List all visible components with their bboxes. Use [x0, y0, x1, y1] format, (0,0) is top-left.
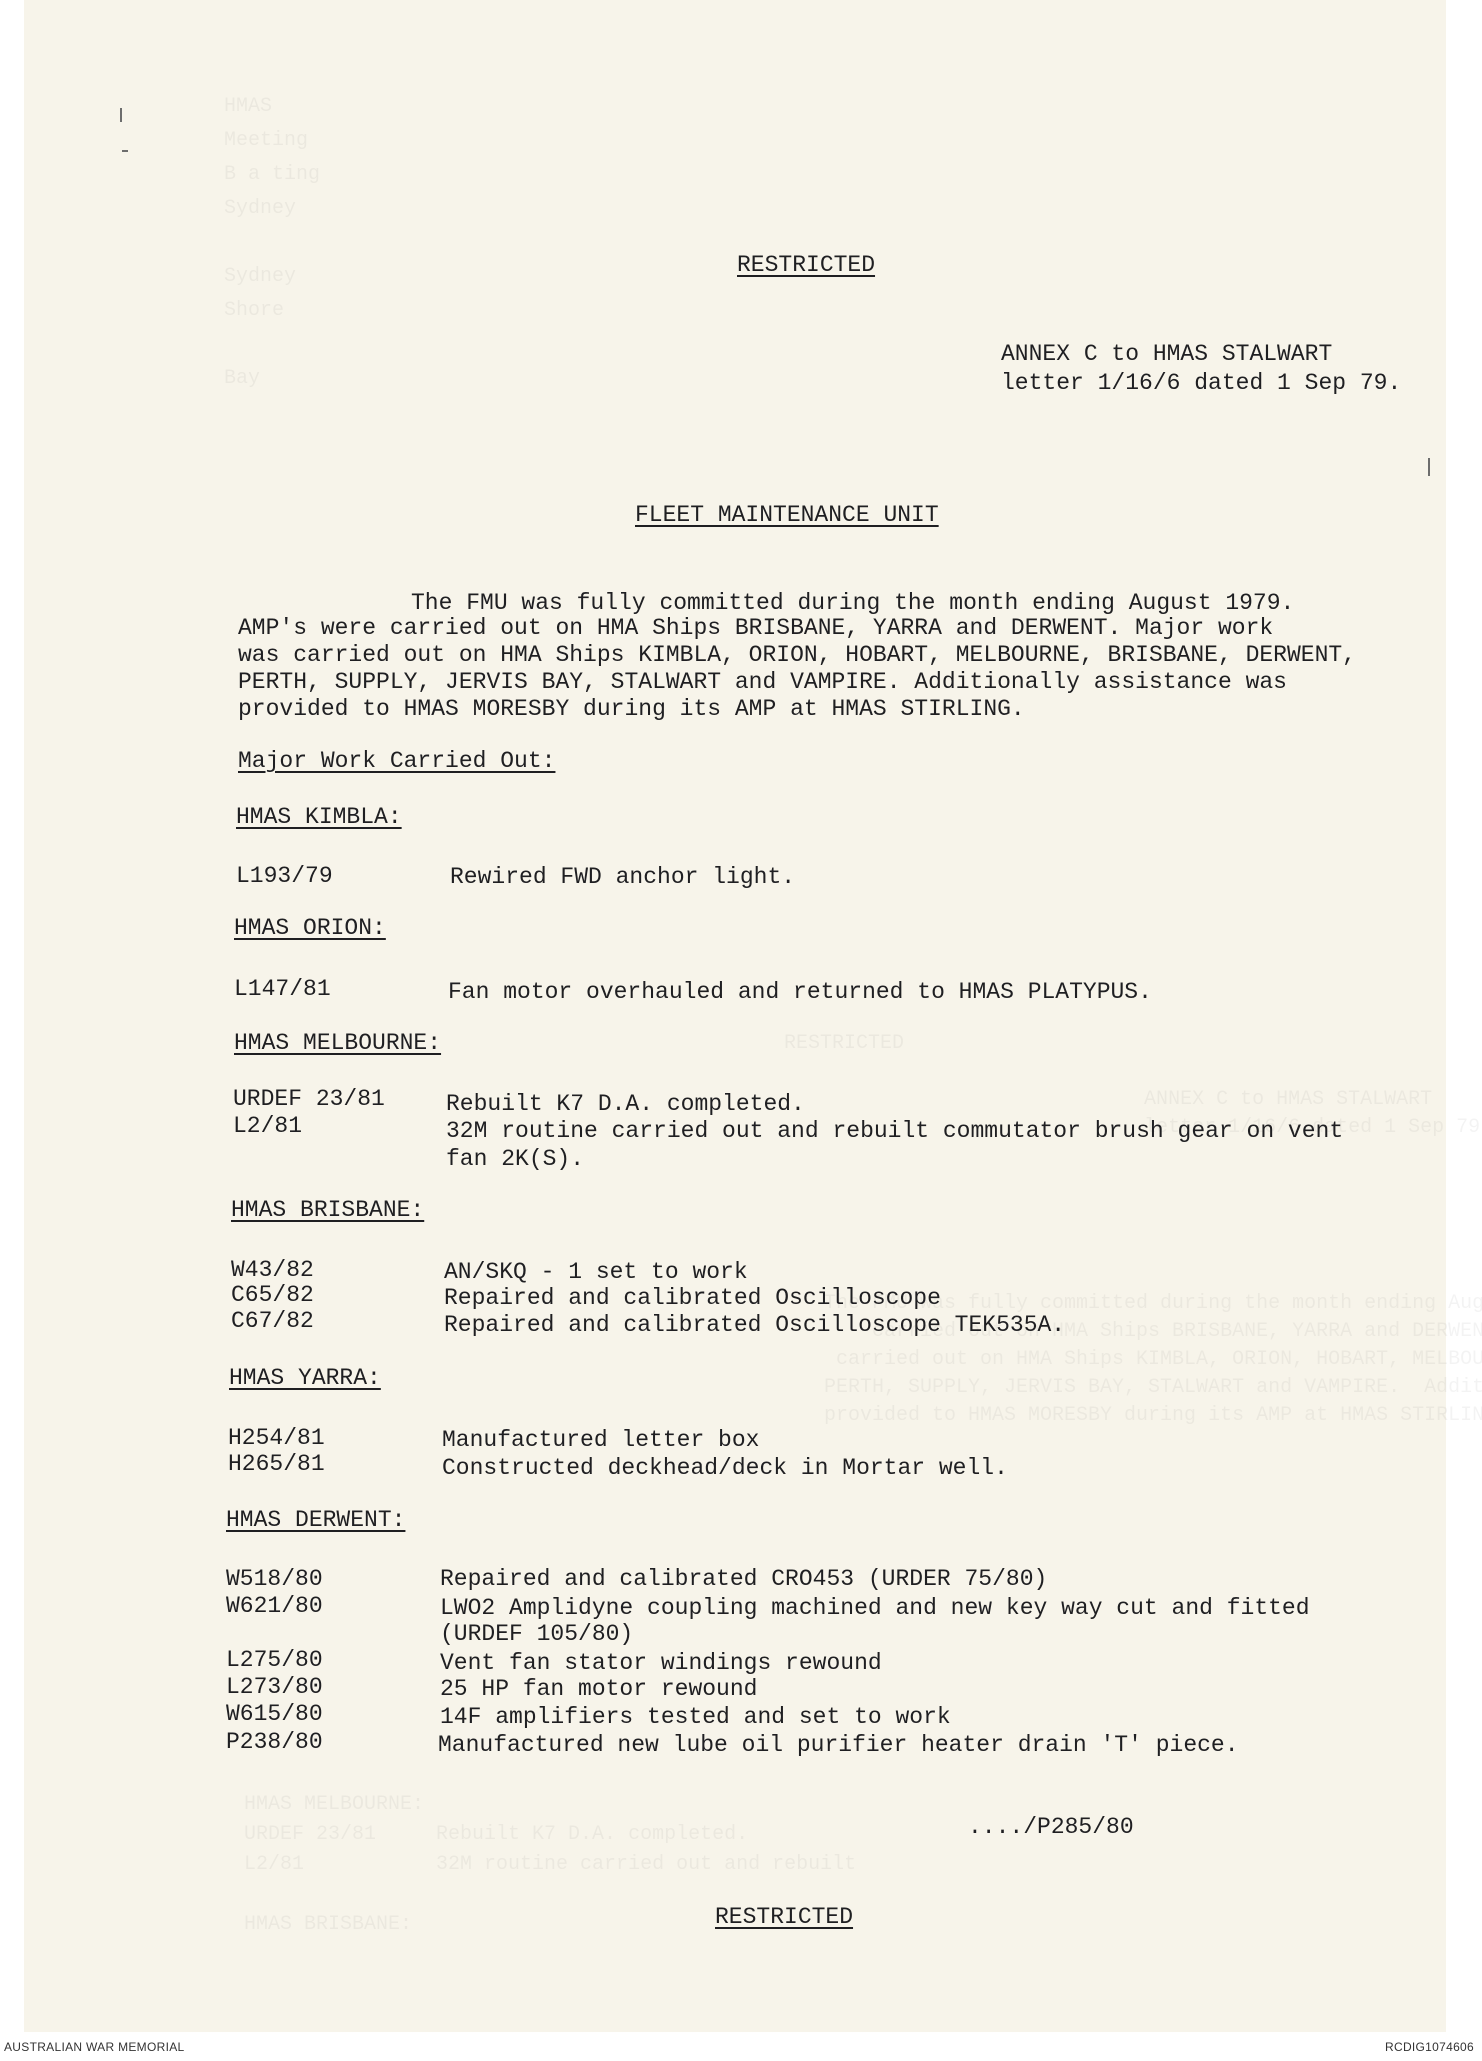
ship-heading-brisbane: HMAS BRISBANE: — [231, 1197, 425, 1223]
job-description: Manufactured letter box — [442, 1427, 760, 1453]
job-code: C67/82 — [231, 1308, 314, 1334]
major-work-heading: Major Work Carried Out: — [238, 748, 556, 774]
job-code: H265/81 — [228, 1451, 325, 1477]
job-description: Rewired FWD anchor light. — [450, 864, 796, 890]
classification-bottom: RESTRICTED — [715, 1904, 854, 1930]
job-code: URDEF 23/81 — [233, 1086, 385, 1112]
job-code: C65/82 — [231, 1282, 314, 1308]
job-description: Rebuilt K7 D.A. completed. — [446, 1091, 805, 1117]
job-description: Repaired and calibrated CRO453 (URDER 75/80) — [440, 1566, 1048, 1592]
job-description: Vent fan stator windings rewound — [440, 1650, 882, 1676]
intro-line-2: AMP's were carried out on HMA Ships BRISBANE, YARRA and DERWENT. Major work — [238, 615, 1274, 641]
job-description: Repaired and calibrated Oscilloscope — [444, 1285, 941, 1311]
job-description-continued: fan 2K(S). — [446, 1146, 585, 1172]
job-code: H254/81 — [228, 1425, 325, 1451]
ship-heading-derwent: HMAS DERWENT: — [226, 1507, 406, 1533]
job-description: Fan motor overhauled and returned to HMAS PLATYPUS. — [448, 979, 1152, 1005]
ship-heading-kimbla: HMAS KIMBLA: — [236, 804, 402, 830]
document-page — [24, 0, 1446, 2032]
job-description: 25 HP fan motor rewound — [440, 1676, 758, 1702]
annex-reference-line-1: ANNEX C to HMAS STALWART — [1001, 341, 1333, 367]
job-code: L275/80 — [226, 1647, 323, 1673]
job-code: L193/79 — [236, 863, 333, 889]
job-code: W518/80 — [226, 1566, 323, 1592]
intro-line-3: was carried out on HMA Ships KIMBLA, ORION, HOBART, MELBOURNE, BRISBANE, DERWENT, — [238, 642, 1356, 668]
job-description: LWO2 Amplidyne coupling machined and new key way cut and fitted — [440, 1595, 1310, 1621]
job-description-continued: (URDEF 105/80) — [440, 1621, 634, 1647]
job-description: Manufactured new lube oil purifier heater drain 'T' piece. — [438, 1732, 1239, 1758]
margin-mark — [122, 150, 128, 152]
document-title: FLEET MAINTENANCE UNIT — [635, 502, 939, 528]
margin-mark — [1428, 458, 1430, 476]
intro-line-5: provided to HMAS MORESBY during its AMP at HMAS STIRLING. — [238, 696, 1025, 722]
job-description: Constructed deckhead/deck in Mortar well. — [442, 1455, 1008, 1481]
continuation-reference: ..../P285/80 — [968, 1814, 1134, 1840]
job-code: W615/80 — [226, 1701, 323, 1727]
margin-mark — [120, 108, 122, 122]
ship-heading-yarra: HMAS YARRA: — [229, 1365, 381, 1391]
job-description: Repaired and calibrated Oscilloscope TEK535A. — [444, 1312, 1066, 1338]
job-code: P238/80 — [226, 1729, 323, 1755]
job-code: L273/80 — [226, 1674, 323, 1700]
job-code: W621/80 — [226, 1593, 323, 1619]
job-code: L2/81 — [233, 1113, 303, 1139]
job-description: 32M routine carried out and rebuilt commutator brush gear on vent — [446, 1118, 1344, 1144]
footer-archive-name: AUSTRALIAN WAR MEMORIAL — [4, 2040, 185, 2054]
footer-record-id: RCDIG1074606 — [1385, 2040, 1474, 2054]
show-through-text — [224, 90, 320, 396]
intro-line-1: The FMU was fully committed during the month ending August 1979. — [411, 590, 1295, 616]
annex-reference-line-2: letter 1/16/6 dated 1 Sep 79. — [1001, 370, 1402, 396]
ship-heading-orion: HMAS ORION: — [234, 915, 386, 941]
job-code: W43/82 — [231, 1257, 314, 1283]
classification-top: RESTRICTED — [737, 252, 876, 278]
intro-line-4: PERTH, SUPPLY, JERVIS BAY, STALWART and VAMPIRE. Additionally assistance was — [238, 669, 1287, 695]
ship-heading-melbourne: HMAS MELBOURNE: — [234, 1030, 442, 1056]
job-description: 14F amplifiers tested and set to work — [440, 1704, 951, 1730]
job-description: AN/SKQ - 1 set to work — [444, 1259, 748, 1285]
job-code: L147/81 — [234, 976, 331, 1002]
